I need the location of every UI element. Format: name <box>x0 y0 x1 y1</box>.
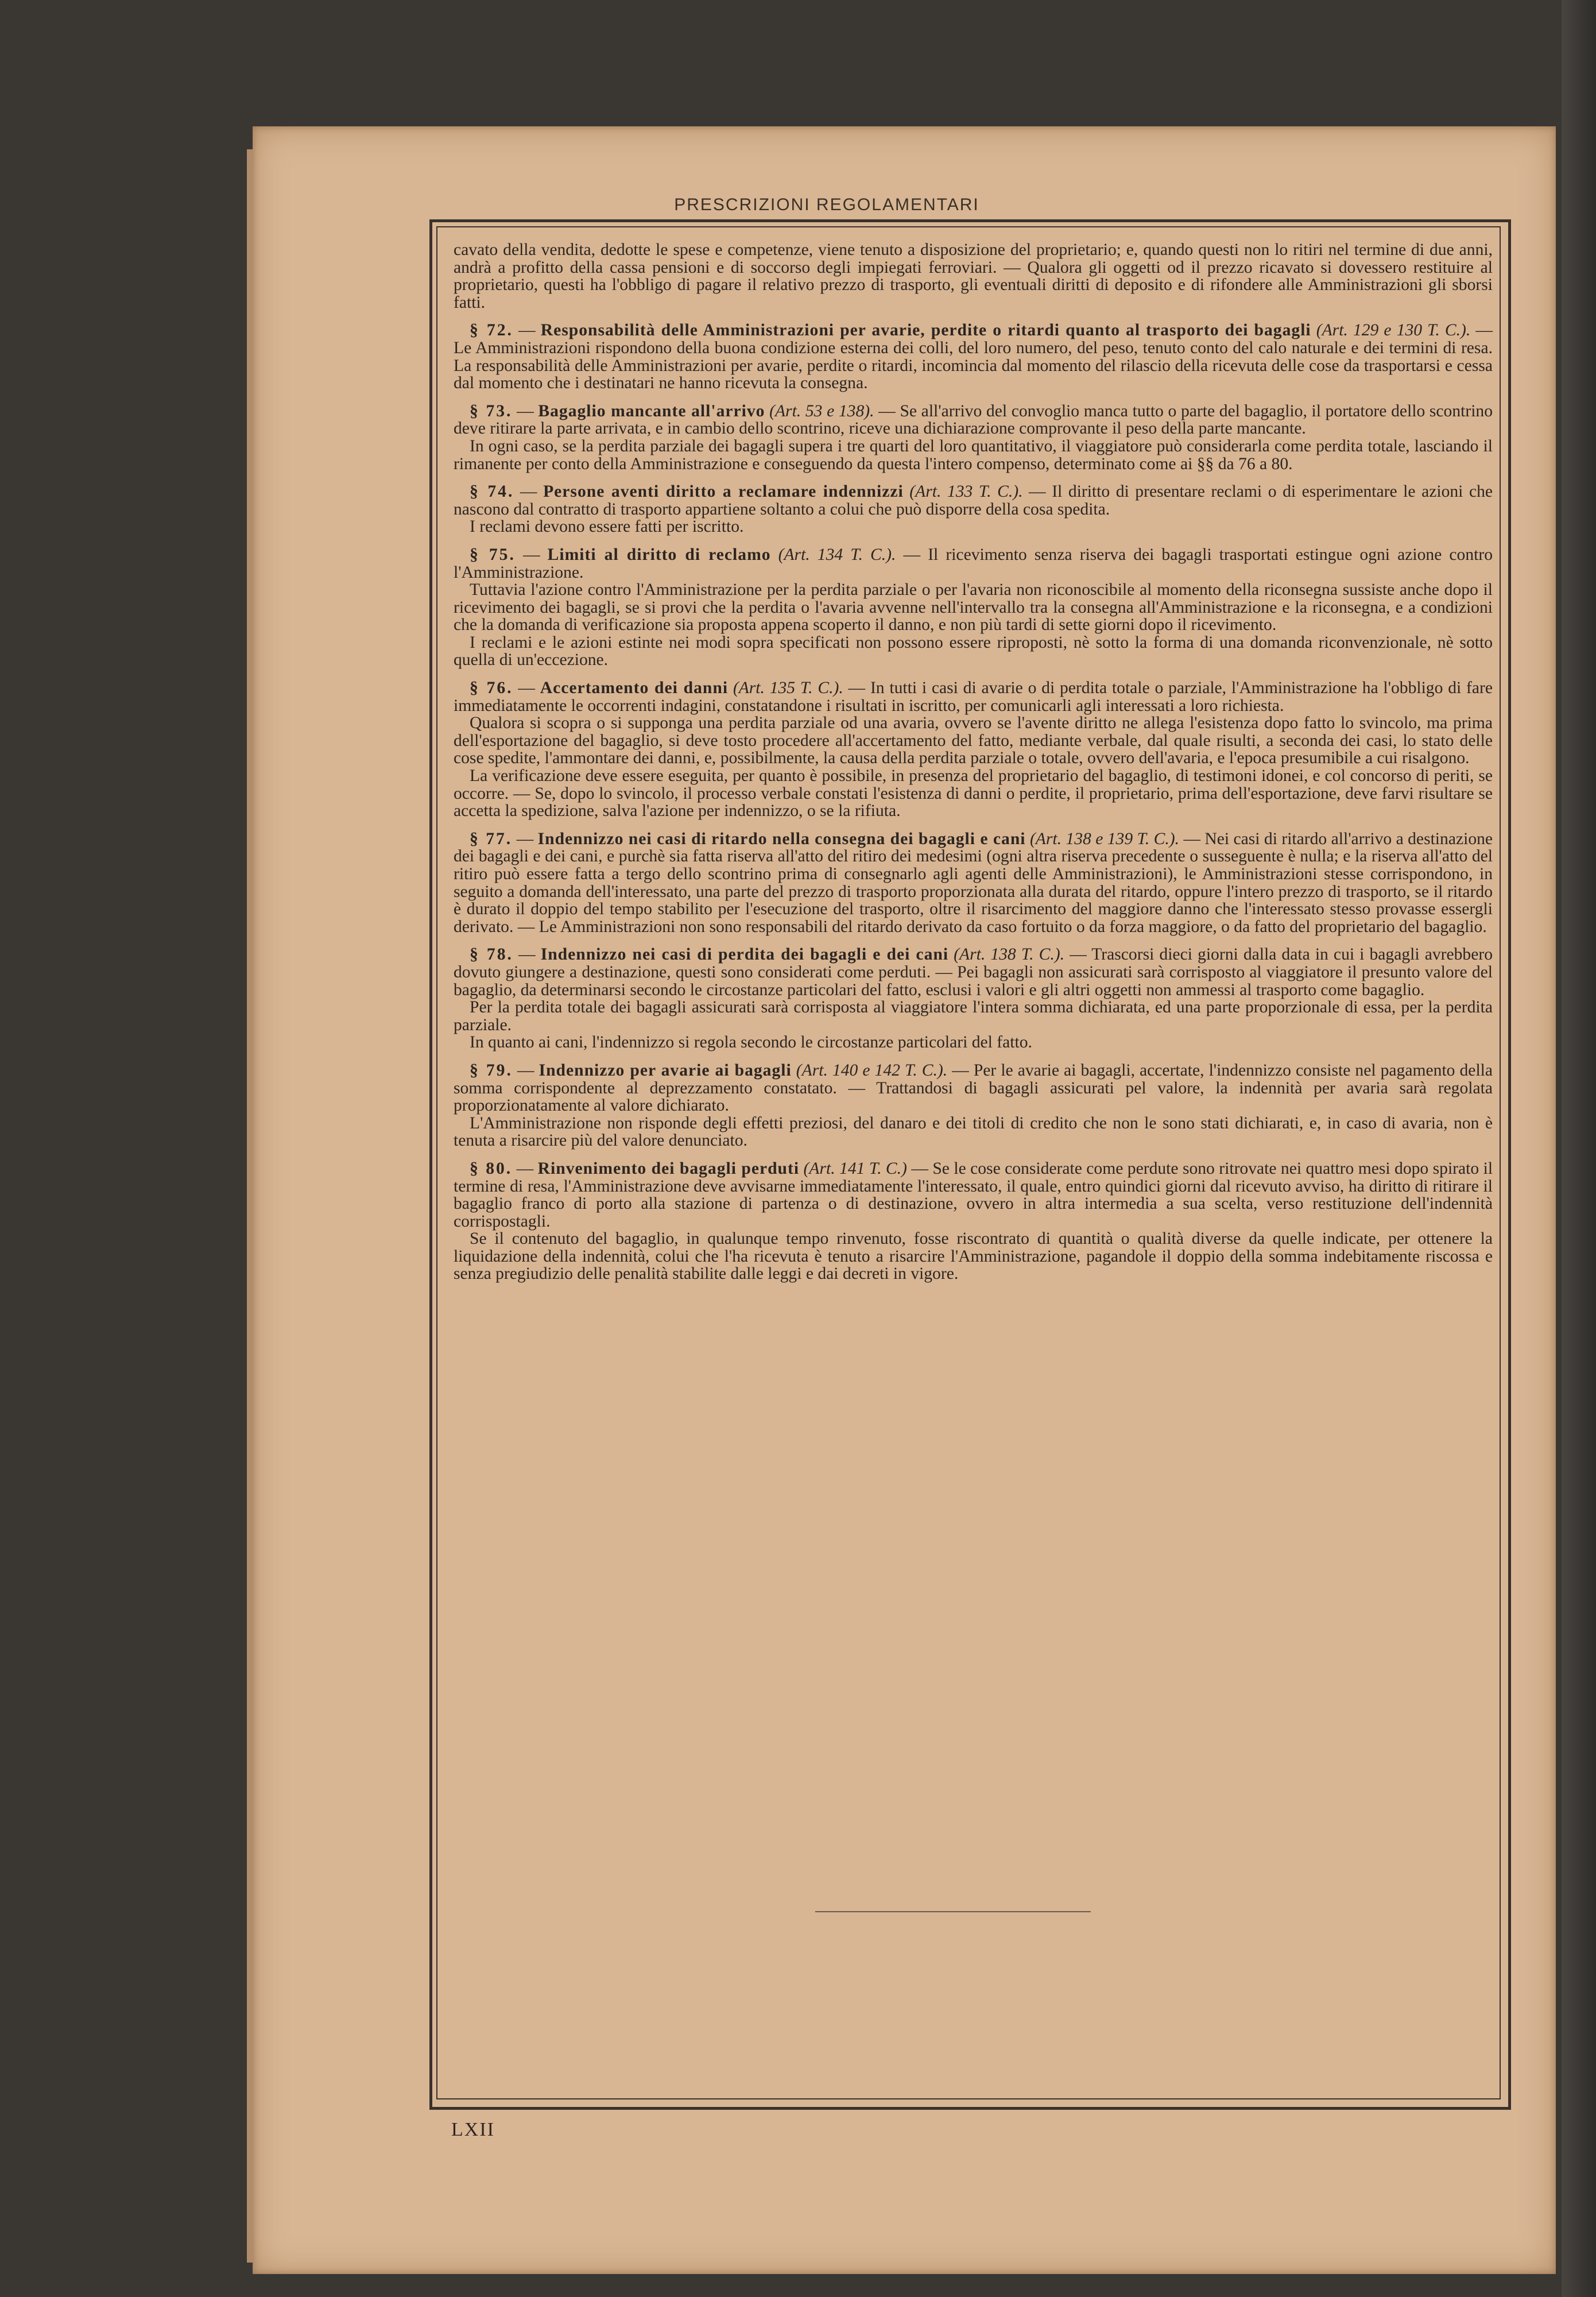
section-heading: Rinvenimento dei bagagli perduti <box>537 1159 800 1178</box>
section-ref: (Art. 53 e 138). <box>769 401 874 420</box>
section-heading: Bagaglio mancante all'arrivo <box>538 401 765 420</box>
section-ref: (Art. 140 e 142 T. C.). <box>796 1061 948 1080</box>
section-paragraph: La verificazione deve essere eseguita, per quanto è possibile, in presenza del proprietario del bagaglio, di testimoni idonei, e col concorso di periti, se occorre. — Se, dopo lo svincolo, il processo verbale constati l'esistenza di danni o perdite, il proprietario, prima dell'esportazione, deve farvi risultare se accetta la spedizione, salva l'azione per indennizzo, o se la rifiuta. <box>454 767 1493 821</box>
section-text: Il ricevimento senza riserva dei bagagli trasportati estingue ogni azione contro l'Amministrazione. <box>454 545 1493 582</box>
section-number: § 74. <box>470 482 514 501</box>
page-number: LXII <box>451 2119 495 2140</box>
section-heading: Limiti al diritto di reclamo <box>547 545 771 564</box>
section-heading: Indennizzo per avarie ai bagagli <box>539 1061 792 1080</box>
section-number: § 72. <box>470 321 513 340</box>
section-75: § 75. — Limiti al diritto di reclamo (Art. 134 T. C.). — Il ricevimento senza riserva dei bagagli trasportati estingue ogni azione contro l'Amministrazione. <box>454 545 1493 582</box>
section-heading: Accertamento dei danni <box>540 679 729 698</box>
section-heading: Persone aventi diritto a reclamare indennizzi <box>543 482 904 501</box>
section-paragraph: Per la perdita totale dei bagagli assicurati sarà corrisposta al viaggiatore l'intera somma dichiarata, ed una parte proporzionale di essa, per la perdita parziale. <box>454 998 1493 1034</box>
section-ref: (Art. 141 T. C.) <box>803 1159 907 1178</box>
section-number: § 76. <box>470 679 513 698</box>
section-80: § 80. — Rinvenimento dei bagagli perduti (Art. 141 T. C.) — Se le cose considerate come perdute sono ritrovate nei quattro mesi dopo spirato il termine di resa, l'Amministrazione deve avvisarne immediatamente l'interessato, il quale, entro quindici giorni dal ricevuto avviso, ha diritto di ritirare il bagaglio franco di porto alla stazione di partenza o di destinazione, ovvero in altra intermedia a sua scelta, verso restituzione dell'indennità corrispostagli. <box>454 1159 1493 1231</box>
section-number: § 79. <box>470 1061 513 1080</box>
section-79: § 79. — Indennizzo per avarie ai bagagli (Art. 140 e 142 T. C.). — Per le avarie ai bagagli, accertate, l'indennizzo consiste nel pagamento della somma corrispondente al deprezzamento constatato. — Trattandosi di bagagli assicurati pel valore, la indennità per avaria sarà regolata proporzionatamente al valore dichiarato. <box>454 1061 1493 1115</box>
section-ref: (Art. 138 e 139 T. C.). <box>1029 829 1179 848</box>
section-text: Nei casi di ritardo all'arrivo a destinazione dei bagagli e dei cani, e purchè sia fatta riserva all'atto del ritiro dei medesimi (ogni altra riserva precedente o susseguente è nulla; e la riserva all'atto del ritiro può essere fatta a tergo dello scontrino prima di consegnarlo agli agenti delle Amministrazioni), le Amministrazioni stesse corrispondono, in seguito a domanda dell'interessato, una parte del prezzo di trasporto proporzionata alla durata del ritardo, oppure l'intero prezzo di trasporto, se il ritardo è durato il doppio del tempo stabilito per l'esecuzione del trasporto, oltre il risarcimento del maggiore danno che l'interessato stesso provasse essergli derivato. — Le Amministrazioni non sono responsabili del ritardo derivato da caso fortuito o da forza maggiore, o da fatto del proprietario del bagaglio. <box>454 829 1493 936</box>
section-paragraph: I reclami e le azioni estinte nei modi sopra specificati non possono essere riproposti, nè sotto la forma di una domanda riconvenzionale, nè sotto quella di un'eccezione. <box>454 633 1493 670</box>
running-head: PRESCRIZIONI REGOLAMENTARI <box>674 195 979 214</box>
section-paragraph: Se il contenuto del bagaglio, in qualunque tempo rinvenuto, fosse riscontrato di quantità o qualità diverse da quelle indicate, per ottenere la liquidazione della indennità, colui che l'ha ricevuta è tenuto a risarcire l'Amministrazione, pagandole il doppio della somma indebitamente riscossa e senza pregiudizio delle penalità stabilite dalle leggi e dai decreti in vigore. <box>454 1229 1493 1283</box>
section-72: § 72. — Responsabilità delle Amministrazioni per avarie, perdite o ritardi quanto al trasporto dei bagagli (Art. 129 e 130 T. C.). — Le Amministrazioni rispondono della buona condizione esterna dei colli, del loro numero, del peso, tenuto conto del calo naturale e dei termini di resa. La responsabilità delle Amministrazioni per avarie, perdite o ritardi, incomincia dal momento del rilascio della ricevuta delle cose da trasportarsi e cessa dal momento che i destinatari ne hanno ricevuta la consegna. <box>454 321 1493 393</box>
text-body <box>454 241 1493 1283</box>
section-number: § 77. <box>470 829 513 848</box>
section-text: Per le avarie ai bagagli, accertate, l'indennizzo consiste nel pagamento della somma corrispondente al deprezzamento constatato. — Trattandosi di bagagli assicurati pel valore, la indennità per avaria sarà regolata proporzionatamente al valore dichiarato. <box>454 1061 1493 1115</box>
section-number: § 80. <box>470 1159 513 1178</box>
section-text: Il diritto di presentare reclami o di esperimentare le azioni che nascono dal contratto di trasporto appartiene soltanto a colui che può disporre della cosa spedita. <box>454 482 1493 519</box>
section-paragraph: In quanto ai cani, l'indennizzo si regola secondo le circostanze particolari del fatto. <box>470 1033 1032 1052</box>
section-ref: (Art. 133 T. C.). <box>909 482 1023 501</box>
section-number: § 78. <box>470 945 513 964</box>
section-paragraph: Qualora si scopra o si supponga una perdita parziale od una avaria, ovvero se l'avente diritto ne allega l'esistenza dopo fatto lo svincolo, ma prima dell'esportazione del bagaglio, si deve tosto procedere all'accertamento del fatto, mediante verbale, dal quale risulti, a seconda dei casi, lo stato delle cose spedite, l'ammontare dei danni, e, possibilmente, la causa della perdita parziale o totale, ovvero dell'avaria, e l'epoca presumibile a cui risalgono. <box>454 714 1493 768</box>
section-ref: (Art. 129 e 130 T. C.). <box>1316 321 1471 340</box>
section-78: § 78. — Indennizzo nei casi di perdita dei bagagli e dei cani (Art. 138 T. C.). — Trascorsi dieci giorni dalla data in cui i bagagli avrebbero dovuto giungere a destinazione, questi sono considerati come perduti. — Pei bagagli non assicurati sarà corrisposto al viaggiatore il presunto valore del bagaglio, da determinarsi secondo le circostanze particolari del fatto, esclusi i valori e gli altri oggetti non ammessi al trasporto come bagaglio. <box>454 945 1493 999</box>
section-number: § 73. <box>470 401 513 420</box>
section-paragraph: In ogni caso, se la perdita parziale dei bagagli supera i tre quarti del loro quantitativo, il viaggiatore può considerarla come perdita totale, lasciando il rimanente per conto della Amministrazione e conseguendo da questa l'intero compenso, determinato come ai §§ da 76 a 80. <box>454 436 1493 473</box>
section-text: Trascorsi dieci giorni dalla data in cui i bagagli avrebbero dovuto giungere a destinazione, questi sono considerati come perduti. — Pei bagagli non assicurati sarà corrisposto al viaggiatore il presunto valore del bagaglio, da determinarsi secondo le circostanze particolari del fatto, esclusi i valori e gli altri oggetti non ammessi al trasporto come bagaglio. <box>454 945 1493 999</box>
section-heading: Indennizzo nei casi di ritardo nella consegna dei bagagli e cani <box>537 829 1026 848</box>
section-ref: (Art. 138 T. C.). <box>954 945 1064 964</box>
section-76: § 76. — Accertamento dei danni (Art. 135 T. C.). — In tutti i casi di avarie o di perdita totale o parziale, l'Amministrazione ha l'obbligo di fare immediatamente le occorrenti indagini, constatandone i risultati in iscritto, per comunicarli agli interessati a loro richiesta. <box>454 679 1493 715</box>
section-text: Le Amministrazioni rispondono della buona condizione esterna dei colli, del loro numero, del peso, tenuto conto del calo naturale e dei termini di resa. La responsabilità delle Amministrazioni per avarie, perdite o ritardi, incomincia dal momento del rilascio della ricevuta delle cose da trasportarsi e cessa dal momento che i destinatari ne hanno ricevuta la consegna. <box>454 338 1493 393</box>
backdrop <box>1562 0 1596 2297</box>
continuation-paragraph: cavato della vendita, dedotte le spese e competenze, viene tenuto a disposizione del proprietario; e, quando questi non lo ritiri nel termine di due anni, andrà a profitto della cassa pensioni e di soccorso degli impiegati ferroviari. — Qualora gli oggetti od il prezzo ricavato si dovessero restituire al proprietario, questi ha l'obbligo di pagare il relativo prezzo di trasporto, gli eventuali diritti di deposito e di rifondere alle Amministrazioni gli sborsi fatti. <box>454 241 1493 312</box>
section-paragraph: I reclami devono essere fatti per iscritto. <box>470 517 744 536</box>
section-heading: Indennizzo nei casi di perdita dei bagagli e dei cani <box>540 945 949 964</box>
section-text: Se all'arrivo del convoglio manca tutto o parte del bagaglio, il portatore dello scontrino deve ritirare la parte arrivata, e in cambio dello scontrino, riceve una dichiarazione comprovante il peso della parte mancante. <box>454 401 1493 438</box>
section-77: § 77. — Indennizzo nei casi di ritardo nella consegna dei bagagli e cani (Art. 138 e 139 T. C.). — Nei casi di ritardo all'arrivo a destinazione dei bagagli e dei cani, e purchè sia fatta riserva all'atto del ritiro dei medesimi (ogni altra riserva precedente o susseguente è nulla; e la riserva all'atto del ritiro può essere fatta a tergo dello scontrino prima di consegnarlo agli agenti delle Amministrazioni), le Amministrazioni stesse corrispondono, in seguito a domanda dell'interessato, una parte del prezzo di trasporto proporzionata alla durata del ritardo, oppure l'intero prezzo di trasporto, se il ritardo è durato il doppio del tempo stabilito per l'esecuzione del trasporto, oltre il risarcimento del maggiore danno che l'interessato stesso provasse essergli derivato. — Le Amministrazioni non sono responsabili del ritardo derivato da caso fortuito o da forza maggiore, o da fatto del proprietario del bagaglio. <box>454 829 1493 936</box>
section-ref: (Art. 134 T. C.). <box>778 545 896 564</box>
section-paragraph: L'Amministrazione non risponde degli effetti preziosi, del danaro e dei titoli di credito che non le sono stati dichiarati, e, in caso di avaria, non è tenuta a risarcire più del valore denunciato. <box>454 1113 1493 1150</box>
section-text: In tutti i casi di avarie o di perdita totale o parziale, l'Amministrazione ha l'obbligo di fare immediatamente le occorrenti indagini, constatandone i risultati in iscritto, per comunicarli agli interessati a loro richiesta. <box>454 679 1493 715</box>
section-73: § 73. — Bagaglio mancante all'arrivo (Art. 53 e 138). — Se all'arrivo del convoglio manca tutto o parte del bagaglio, il portatore dello scontrino deve ritirare la parte arrivata, e in cambio dello scontrino, riceve una dichiarazione comprovante il peso della parte mancante. <box>454 401 1493 438</box>
section-ref: (Art. 135 T. C.). <box>733 679 843 698</box>
section-74: § 74. — Persone aventi diritto a reclamare indennizzi (Art. 133 T. C.). — Il diritto di presentare reclami o di esperimentare le azioni che nascono dal contratto di trasporto appartiene soltanto a colui che può disporre della cosa spedita. <box>454 482 1493 519</box>
section-heading: Responsabilità delle Amministrazioni per avarie, perdite o ritardi quanto al trasporto dei bagagli <box>540 321 1311 340</box>
section-text: Se le cose considerate come perdute sono ritrovate nei quattro mesi dopo spirato il termine di resa, l'Amministrazione deve avvisarne immediatamente l'interessato, il quale, entro quindici giorni dal ricevuto avviso, ha diritto di ritirare il bagaglio franco di porto alla stazione di partenza o di destinazione, ovvero in altra intermedia a sua scelta, verso restituzione dell'indennità corrispostagli. <box>454 1159 1493 1231</box>
section-number: § 75. <box>470 545 516 564</box>
section-paragraph: Tuttavia l'azione contro l'Amministrazione per la perdita parziale o per l'avaria non riconoscibile al momento della riconsegna sussiste anche dopo il ricevimento dei bagagli, se si provi che la perdita o l'avaria avvenne nell'intervallo tra la consegna all'Amministrazione e la riconsegna, e a condizioni che la domanda di verificazione sia proposta appena scoperto il danno, e non più tardi di sette giorni dopo il ricevimento. <box>454 581 1493 635</box>
tail-rule <box>815 1911 1091 1912</box>
